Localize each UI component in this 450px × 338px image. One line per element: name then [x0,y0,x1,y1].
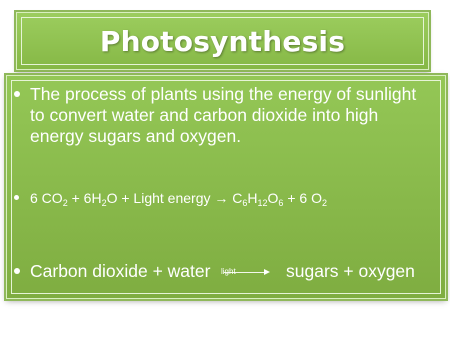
eq-arrow: → [214,190,229,206]
bullet-definition-text: The process of plants using the energy of sunlight to convert water and carbon dioxide into high energy sugars and oxygen. [30,84,417,146]
eq-o-sub: 6 [278,198,284,208]
eq-h2o-sub: 2 [101,198,107,208]
eq-glucose-h: H [247,190,258,206]
eq-h-sub: 12 [257,198,268,208]
eq-o2: + 6 O [283,190,322,206]
reaction-arrow-head [264,269,270,275]
eq-h2o: + 6H [67,190,102,206]
eq-co2-sub: 2 [62,198,68,208]
reaction-arrow-label: light [221,267,236,276]
slide-title: Photosynthesis [99,25,346,58]
bullet-dot [14,195,19,200]
chemical-equation [30,189,327,207]
word-equation-products: sugars + oxygen [286,261,415,281]
eq-glucose-o: O [267,190,279,206]
eq-light-energy: O + Light energy [106,190,215,206]
eq-co2: 6 CO [30,190,63,206]
bullet-dot [14,268,20,274]
word-equation-reactants: Carbon dioxide + water [30,261,211,281]
eq-c-sub: 6 [242,198,248,208]
eq-glucose-c: C [228,190,243,206]
bullet-dot [14,91,20,97]
title-box [16,12,429,70]
eq-o2-sub: 2 [321,198,327,208]
